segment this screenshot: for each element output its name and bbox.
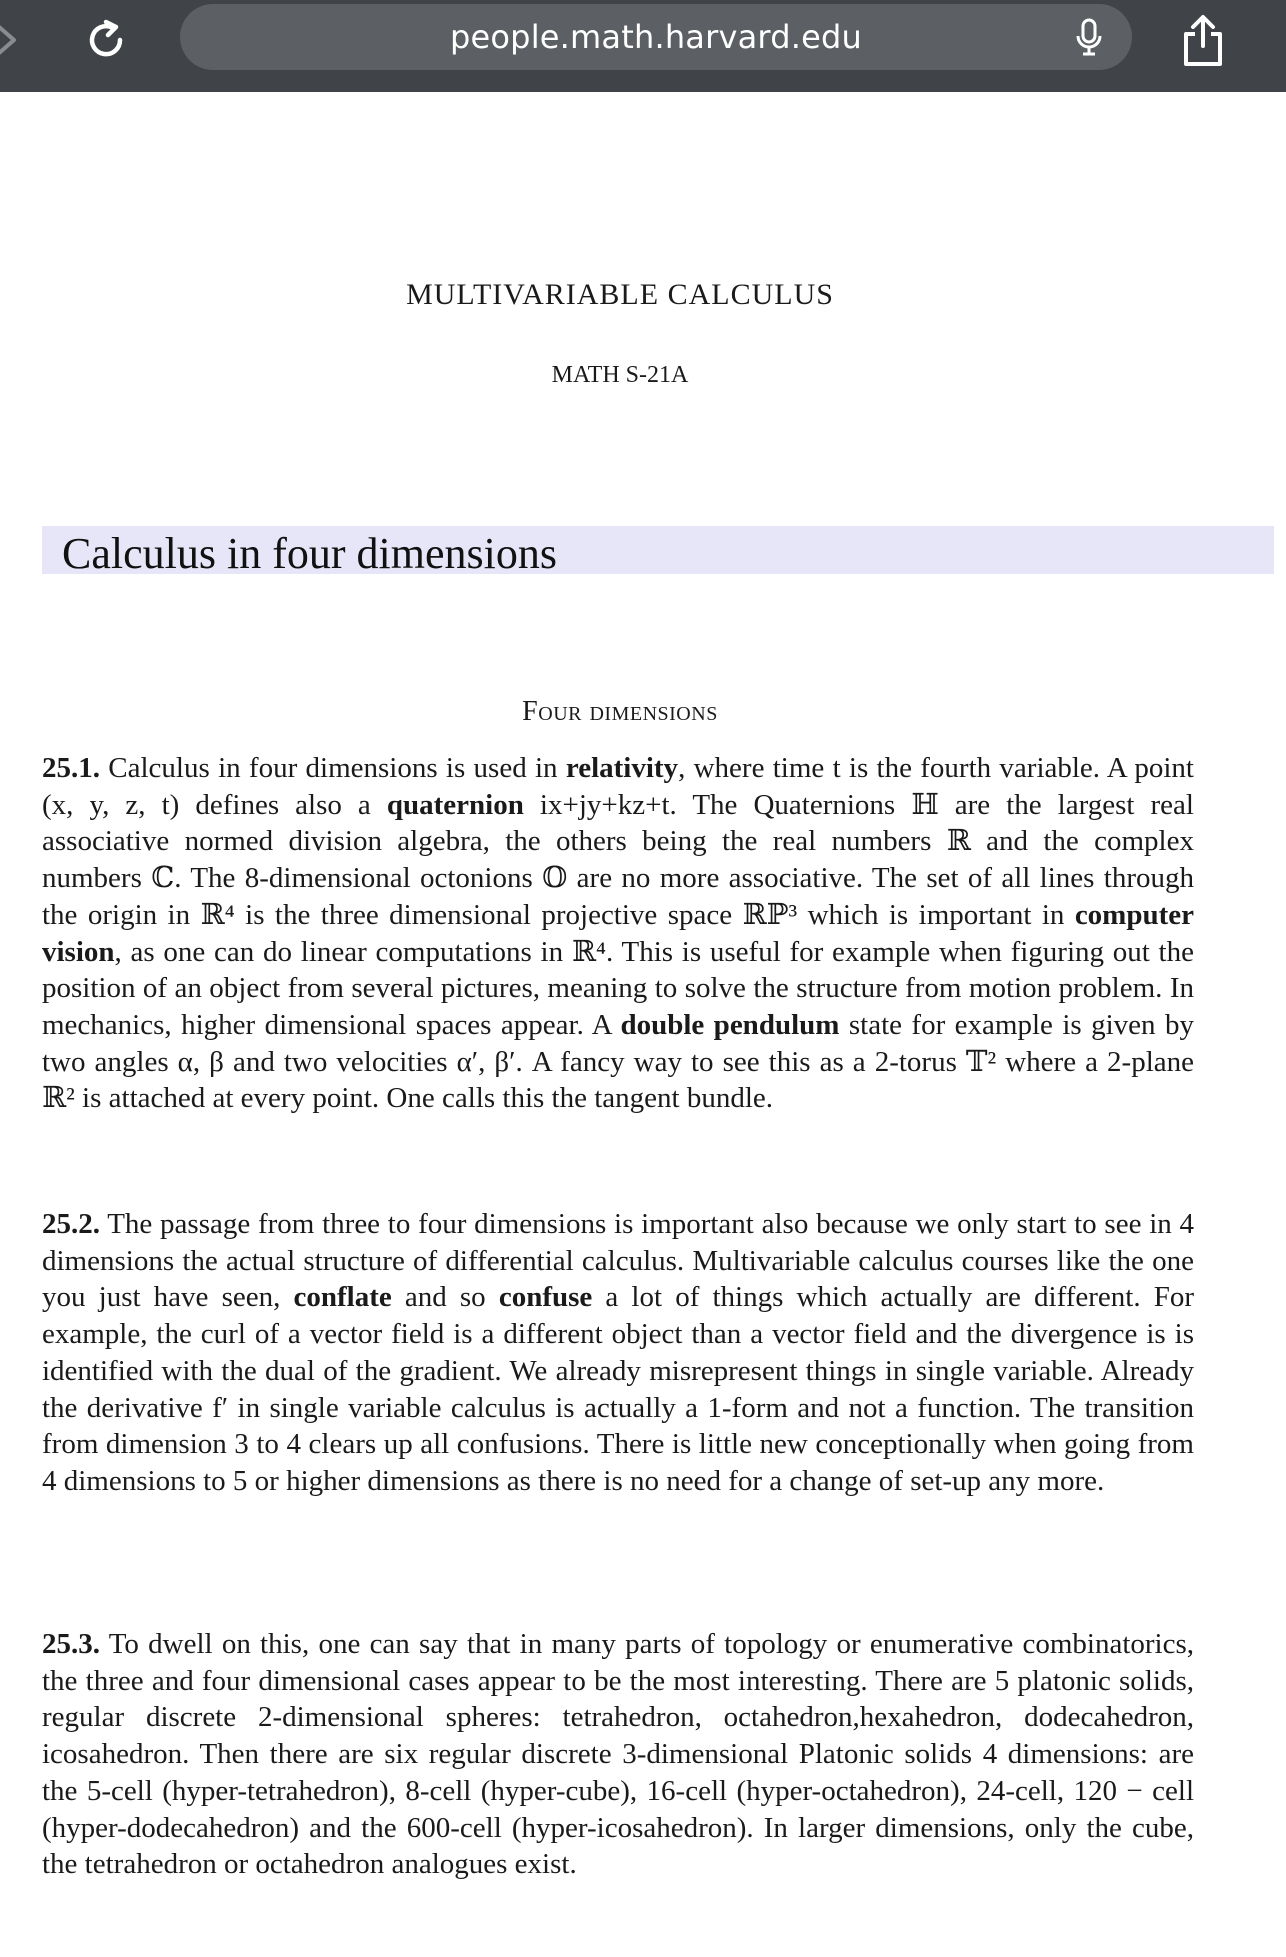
text-segment: , as one can do linear computations in ℝ⁴. This is useful for example when figuring out the position of an object from several pictures, meaning to solve the structure from motion problem. In mechanics, higher dimensional spaces appear. A [42,935,1194,1041]
browser-toolbar [0,0,1286,92]
share-icon[interactable] [1180,14,1226,68]
section-banner [42,526,1274,578]
text-segment: a lot of things which actually are different. For example, the curl of a vector field is a different object than a vector field and the divergence is is identified with the dual of the gradient. We already misrepresent things in single variable. Already the derivative f′ in single variable calculus is actually a 1-form and not a function. The transition from dimension 3 to 4 clears up all confusions. There is little new conceptionally when going from 4 dimensions to 5 or higher dimensions as there is no need for a change of set-up any more. [42,1281,1194,1497]
paragraph-25-1 [42,750,1194,1117]
bold-term-relativity: relativity [565,752,679,784]
bold-term-double-pendulum: double pendulum [620,1008,840,1041]
text-segment: , where time t is the fourth variable. A point (x, y, z, t) defines also a [42,752,1194,821]
subsection-title: Four dimensions [522,696,718,727]
address-bar[interactable] [180,4,1132,70]
url-text: people.math.harvard.edu [450,18,862,56]
text-segment: state for example is given by two angles α, β and two velocities α′, β′. A fancy way to see this as a 2-torus 𝕋² where a 2-plane ℝ² is attached at every point. One calls this the tangent bundle. [42,1008,1194,1115]
paragraph-25-3 [42,1626,1194,1883]
text-segment: Calculus in four dimensions is used in [100,752,566,784]
text-segment: ix+jy+kz+t. The Quaternions ℍ are the largest real associative normed division algebra, the others being the real numbers ℝ and the complex numbers ℂ. The 8-dimensional octonions 𝕆 are no more associative. The set of all lines through the origin in ℝ⁴ is the three dimensional projective space ℝℙ³ which is important in [42,788,1194,931]
back-chevron-icon[interactable] [0,22,18,58]
bold-term-computer-vision: computer vision [42,898,1194,968]
course-code: MATH S-21A [551,362,689,388]
reload-icon[interactable] [82,16,130,64]
section-title: Calculus in four dimensions [62,529,557,578]
text-segment: and so [391,1281,499,1314]
bold-term-confuse: confuse [498,1281,593,1314]
bold-term-quaternion: quaternion [386,788,524,821]
text-segment: To dwell on this, one can say that in many parts of topology or enumerative combinatorics, the three and four dimensional cases appear to be the most interesting. There are 5 platonic solids, regular discrete 2-dimensional spheres: tetrahedron, octahedron,hexahedron, dodecahedron, icosahedron. Then there are six regular discrete 3-dimensional Platonic solids 4 dimensions: are the 5-cell (hyper-tetrahedron), 8-cell (hyper-cube), 16-cell (hyper-octahedron), 24-cell, 120 − cell (hyper-dodecahedron) and the 600-cell (hyper-icosahedron). In larger dimensions, only the cube, the tetrahedron or octahedron analogues exist. [42,1628,1194,1881]
bold-term-conflate: conflate [293,1281,392,1314]
microphone-icon[interactable] [1074,18,1104,58]
document-title: MULTIVARIABLE CALCULUS [406,278,834,311]
paragraph-25-2 [42,1206,1194,1500]
paragraph-number: 25.3. [42,1628,100,1660]
paragraph-number: 25.2. [42,1208,100,1240]
paragraph-number: 25.1. [42,752,100,784]
text-segment: The passage from three to four dimensions is important also because we only start to see in 4 dimensions the actual structure of differential calculus. Multivariable calculus courses like the one you just have seen, [42,1208,1194,1314]
